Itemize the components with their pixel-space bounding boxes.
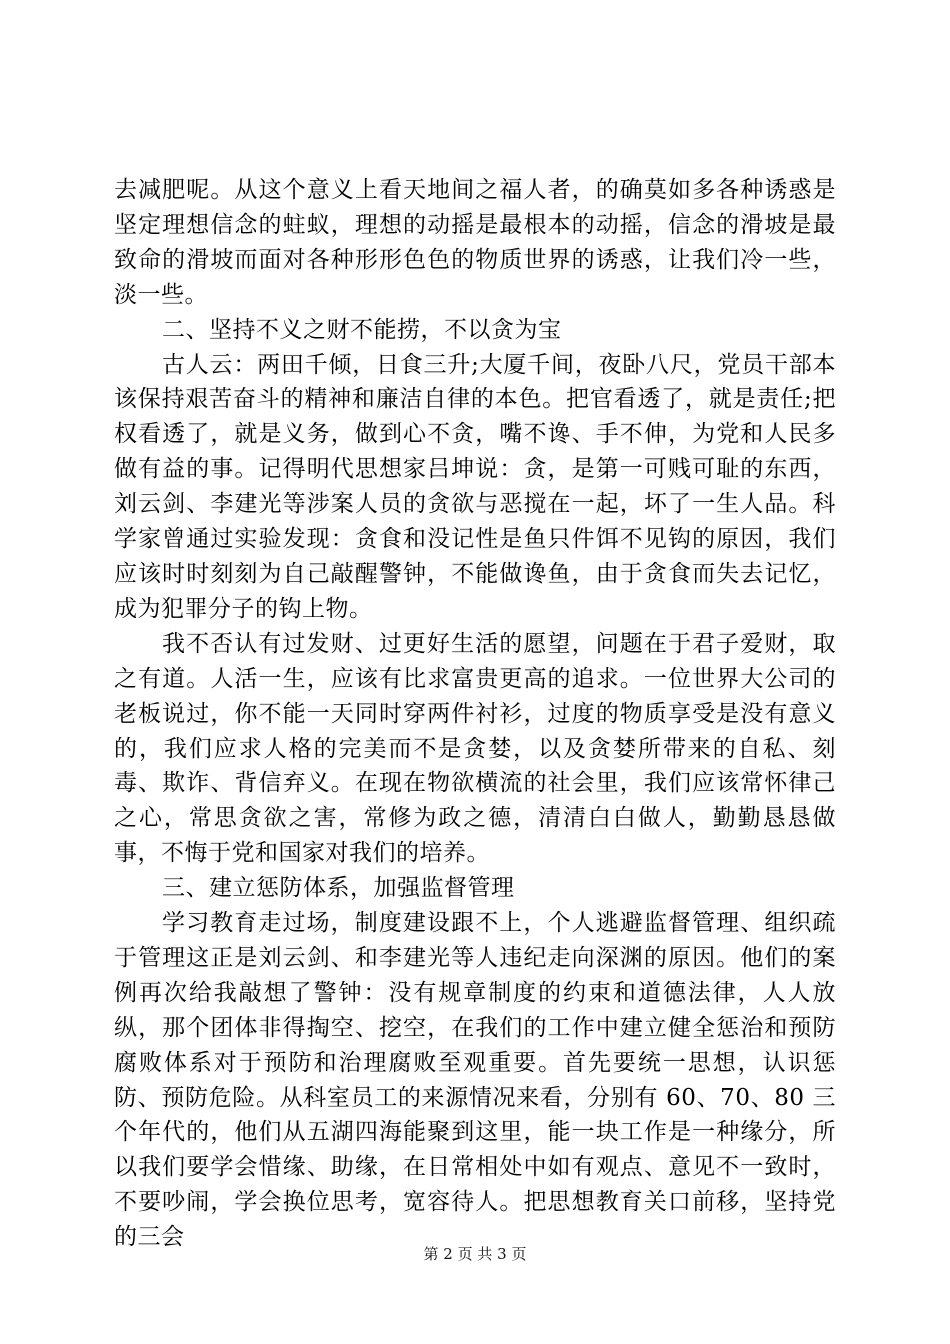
paragraph-3: 我不否认有过发财、过更好生活的愿望，问题在于君子爱财，取之有道。人活一生，应该有比求富贵更高的追求。一位世界大公司的老板说过，你不能一天同时穿两件衬衫，过度的物质享受是没有意义的，我们应求人格的完美而不是贪婪，以及贪婪所带来的自私、刻毒、欺诈、背信弃义。在现在物欲横流的社会里，我们应该常怀律己之心，常思贪欲之害，常修为政之德，清清白白做人，勤勤恳恳做事，不悔于党和国家对我们的培养。 xyxy=(114,630,836,867)
paragraph-2: 古人云：两田千倾，日食三升;大厦千间，夜卧八尺，党员干部本该保持艰苦奋斗的精神和廉洁自律的本色。把官看透了，就是责任;把权看透了，就是义务，做到心不贪，嘴不谗、手不伸，为党和人民多做有益的事。记得明代思想家吕坤说：贪，是第一可贱可耻的东西，刘云剑、李建光等涉案人员的贪欲与恶搅在一起，坏了一生人品。科学家曾通过实验发现：贪食和没记性是鱼只件饵不见钩的原因，我们应该时时刻刻为自己敲醒警钟，不能做谗鱼，由于贪食而失去记忆，成为犯罪分子的钩上物。 xyxy=(114,351,836,622)
paragraph-1: 去减肥呢。从这个意义上看天地间之福人者，的确莫如多各种诱惑是坚定理想信念的蛀蚁，理想的动摇是最根本的动摇，信念的滑坡是最致命的滑坡而面对各种形形色色的物质世界的诱惑，让我们冷一些，淡一些。 xyxy=(114,177,836,308)
paragraph-4: 学习教育走过场，制度建设跟不上，个人逃避监督管理、组织疏于管理这正是刘云剑、和李建光等人违纪走向深渊的原因。他们的案例再次给我敲想了警钟：没有规章制度的约束和道德法律，人人放纵，那个团体非得掏空、挖空，在我们的工作中建立健全惩治和预防腐败体系对于预防和治理腐败至观重要。首先要统一思想，认识惩防、预防危险。从科室员工的来源情况来看，分别有 60、70、80 三个年代的，他们从五湖四海能聚到这里，能一块工作是一种缘分，所以我们要学会惜缘、助缘，在日常相处中如有观点、意见不一致时，不要吵闹，学会换位思考，宽容待人。把思想教育关口前移，坚持党的三会 xyxy=(114,910,836,1251)
document-body xyxy=(114,173,836,1255)
section-heading-3: 三、建立惩防体系，加强监督管理 xyxy=(162,875,515,902)
page-footer: 第 2 页 共 3 页 xyxy=(423,1245,527,1263)
section-heading-2: 二、坚持不义之财不能捞，不以贪为宝 xyxy=(162,316,562,343)
